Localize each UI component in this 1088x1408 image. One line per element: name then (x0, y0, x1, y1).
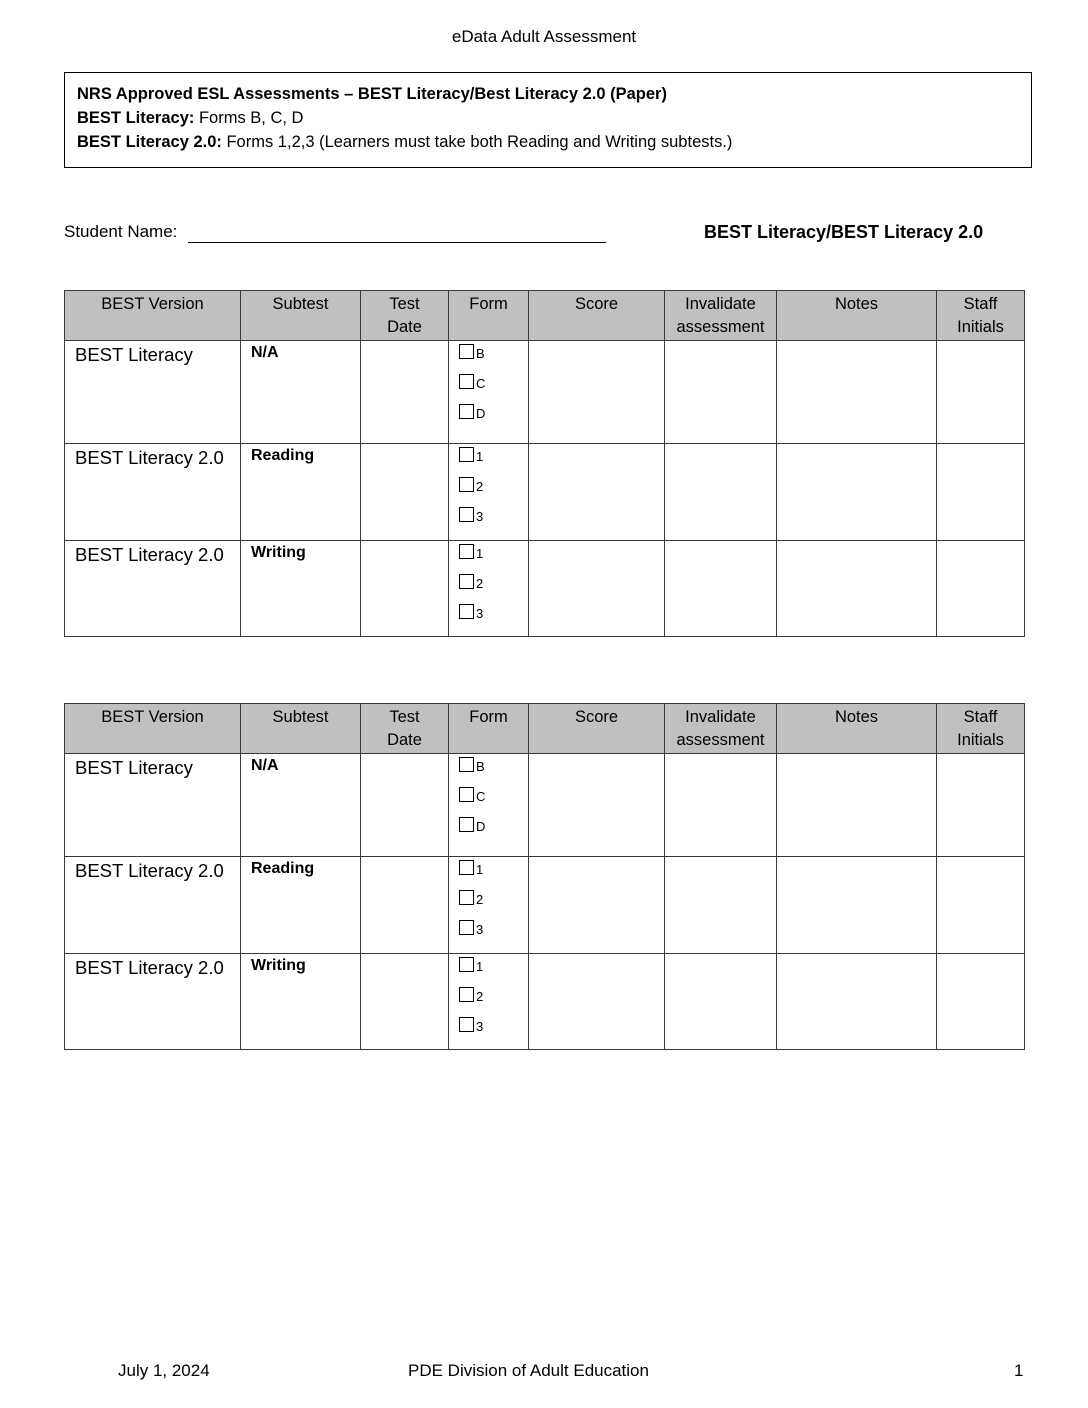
notes-cell[interactable] (777, 341, 937, 444)
table-header-row (65, 704, 1025, 754)
score-cell[interactable] (529, 444, 665, 541)
score-cell[interactable] (529, 954, 665, 1050)
header-invalidate: Invalidate assessment (665, 291, 777, 341)
row-subtest: Reading (241, 857, 361, 954)
footer-organization: PDE Division of Adult Education (408, 1361, 649, 1380)
assessment-table-1 (64, 290, 1025, 637)
info-line2-label: BEST Literacy 2.0: (77, 133, 222, 151)
checkbox-icon[interactable] (459, 987, 474, 1002)
form-option[interactable]: B (459, 342, 528, 372)
form-option[interactable]: 2 (459, 888, 528, 918)
test-date-cell[interactable] (361, 857, 449, 954)
notes-cell[interactable] (777, 857, 937, 954)
form-option[interactable]: D (459, 402, 528, 432)
page-number: 1 (1014, 1361, 1024, 1380)
footer-date: July 1, 2024 (118, 1361, 210, 1380)
staff-initials-cell[interactable] (937, 541, 1025, 637)
header-form: Form (449, 291, 529, 341)
table-row (65, 444, 1025, 541)
form-option[interactable]: 3 (459, 1015, 528, 1045)
invalidate-cell[interactable] (665, 954, 777, 1050)
notes-cell[interactable] (777, 754, 937, 857)
form-cell (449, 857, 529, 954)
row-version: BEST Literacy (65, 754, 241, 857)
checkbox-icon[interactable] (459, 404, 474, 419)
checkbox-icon[interactable] (459, 477, 474, 492)
table-row (65, 754, 1025, 857)
header-best-version: BEST Version (65, 704, 241, 754)
row-subtest: Writing (241, 541, 361, 637)
score-cell[interactable] (529, 754, 665, 857)
checkbox-icon[interactable] (459, 757, 474, 772)
header-subtest: Subtest (241, 291, 361, 341)
staff-initials-cell[interactable] (937, 857, 1025, 954)
header-score: Score (529, 704, 665, 754)
header-subtest: Subtest (241, 704, 361, 754)
student-name-label: Student Name: (64, 222, 178, 241)
info-line2-text: Forms 1,2,3 (Learners must take both Reading and Writing subtests.) (221, 133, 733, 151)
form-cell (449, 444, 529, 541)
header-staff-initials: Staff Initials (937, 291, 1025, 341)
form-option[interactable]: 1 (459, 955, 528, 985)
invalidate-cell[interactable] (665, 541, 777, 637)
info-heading: NRS Approved ESL Assessments – BEST Literacy/Best Literacy 2.0 (Paper) (77, 85, 667, 103)
header-test-date: Test Date (361, 704, 449, 754)
checkbox-icon[interactable] (459, 787, 474, 802)
table-header-row (65, 291, 1025, 341)
form-cell (449, 754, 529, 857)
row-subtest: N/A (241, 754, 361, 857)
notes-cell[interactable] (777, 541, 937, 637)
checkbox-icon[interactable] (459, 890, 474, 905)
assessment-info-box (64, 72, 1032, 168)
form-option[interactable]: C (459, 372, 528, 402)
checkbox-icon[interactable] (459, 374, 474, 389)
form-option[interactable]: 3 (459, 602, 528, 632)
invalidate-cell[interactable] (665, 341, 777, 444)
table-row (65, 541, 1025, 637)
invalidate-cell[interactable] (665, 754, 777, 857)
checkbox-icon[interactable] (459, 1017, 474, 1032)
row-version: BEST Literacy 2.0 (65, 541, 241, 637)
form-option[interactable]: 2 (459, 572, 528, 602)
row-version: BEST Literacy (65, 341, 241, 444)
form-option[interactable]: 2 (459, 475, 528, 505)
form-option[interactable]: 3 (459, 505, 528, 535)
info-line1-text: Forms B, C, D (194, 109, 304, 127)
notes-cell[interactable] (777, 954, 937, 1050)
header-notes: Notes (777, 704, 937, 754)
form-option[interactable]: 1 (459, 542, 528, 572)
form-title: BEST Literacy/BEST Literacy 2.0 (704, 222, 984, 242)
score-cell[interactable] (529, 541, 665, 637)
form-cell (449, 341, 529, 444)
header-form: Form (449, 704, 529, 754)
test-date-cell[interactable] (361, 341, 449, 444)
form-option[interactable]: D (459, 815, 528, 845)
score-cell[interactable] (529, 341, 665, 444)
test-date-cell[interactable] (361, 444, 449, 541)
header-test-date: Test Date (361, 291, 449, 341)
form-option[interactable]: 3 (459, 918, 528, 948)
form-option[interactable]: 1 (459, 445, 528, 475)
checkbox-icon[interactable] (459, 544, 474, 559)
row-subtest: Reading (241, 444, 361, 541)
checkbox-icon[interactable] (459, 817, 474, 832)
assessment-table-2 (64, 703, 1025, 1050)
staff-initials-cell[interactable] (937, 444, 1025, 541)
header-notes: Notes (777, 291, 937, 341)
row-version: BEST Literacy 2.0 (65, 857, 241, 954)
row-version: BEST Literacy 2.0 (65, 954, 241, 1050)
header-best-version: BEST Version (65, 291, 241, 341)
checkbox-icon[interactable] (459, 920, 474, 935)
checkbox-icon[interactable] (459, 957, 474, 972)
checkbox-icon[interactable] (459, 574, 474, 589)
header-score: Score (529, 291, 665, 341)
staff-initials-cell[interactable] (937, 341, 1025, 444)
table-row (65, 341, 1025, 444)
form-option[interactable]: C (459, 785, 528, 815)
form-option[interactable]: 1 (459, 858, 528, 888)
row-subtest: Writing (241, 954, 361, 1050)
test-date-cell[interactable] (361, 954, 449, 1050)
form-option[interactable]: 2 (459, 985, 528, 1015)
checkbox-icon[interactable] (459, 447, 474, 462)
row-version: BEST Literacy 2.0 (65, 444, 241, 541)
page-header: eData Adult Assessment (451, 27, 637, 46)
form-option[interactable]: B (459, 755, 528, 785)
header-invalidate: Invalidate assessment (665, 704, 777, 754)
checkbox-icon[interactable] (459, 344, 474, 359)
staff-initials-cell[interactable] (937, 954, 1025, 1050)
form-cell (449, 541, 529, 637)
notes-cell[interactable] (777, 444, 937, 541)
row-subtest: N/A (241, 341, 361, 444)
score-cell[interactable] (529, 857, 665, 954)
test-date-cell[interactable] (361, 754, 449, 857)
staff-initials-cell[interactable] (937, 754, 1025, 857)
invalidate-cell[interactable] (665, 857, 777, 954)
student-name-field[interactable] (188, 242, 606, 243)
table-row (65, 954, 1025, 1050)
table-row (65, 857, 1025, 954)
checkbox-icon[interactable] (459, 604, 474, 619)
header-staff-initials: Staff Initials (937, 704, 1025, 754)
info-line1-label: BEST Literacy: (77, 109, 195, 127)
invalidate-cell[interactable] (665, 444, 777, 541)
test-date-cell[interactable] (361, 541, 449, 637)
checkbox-icon[interactable] (459, 860, 474, 875)
checkbox-icon[interactable] (459, 507, 474, 522)
form-cell (449, 954, 529, 1050)
